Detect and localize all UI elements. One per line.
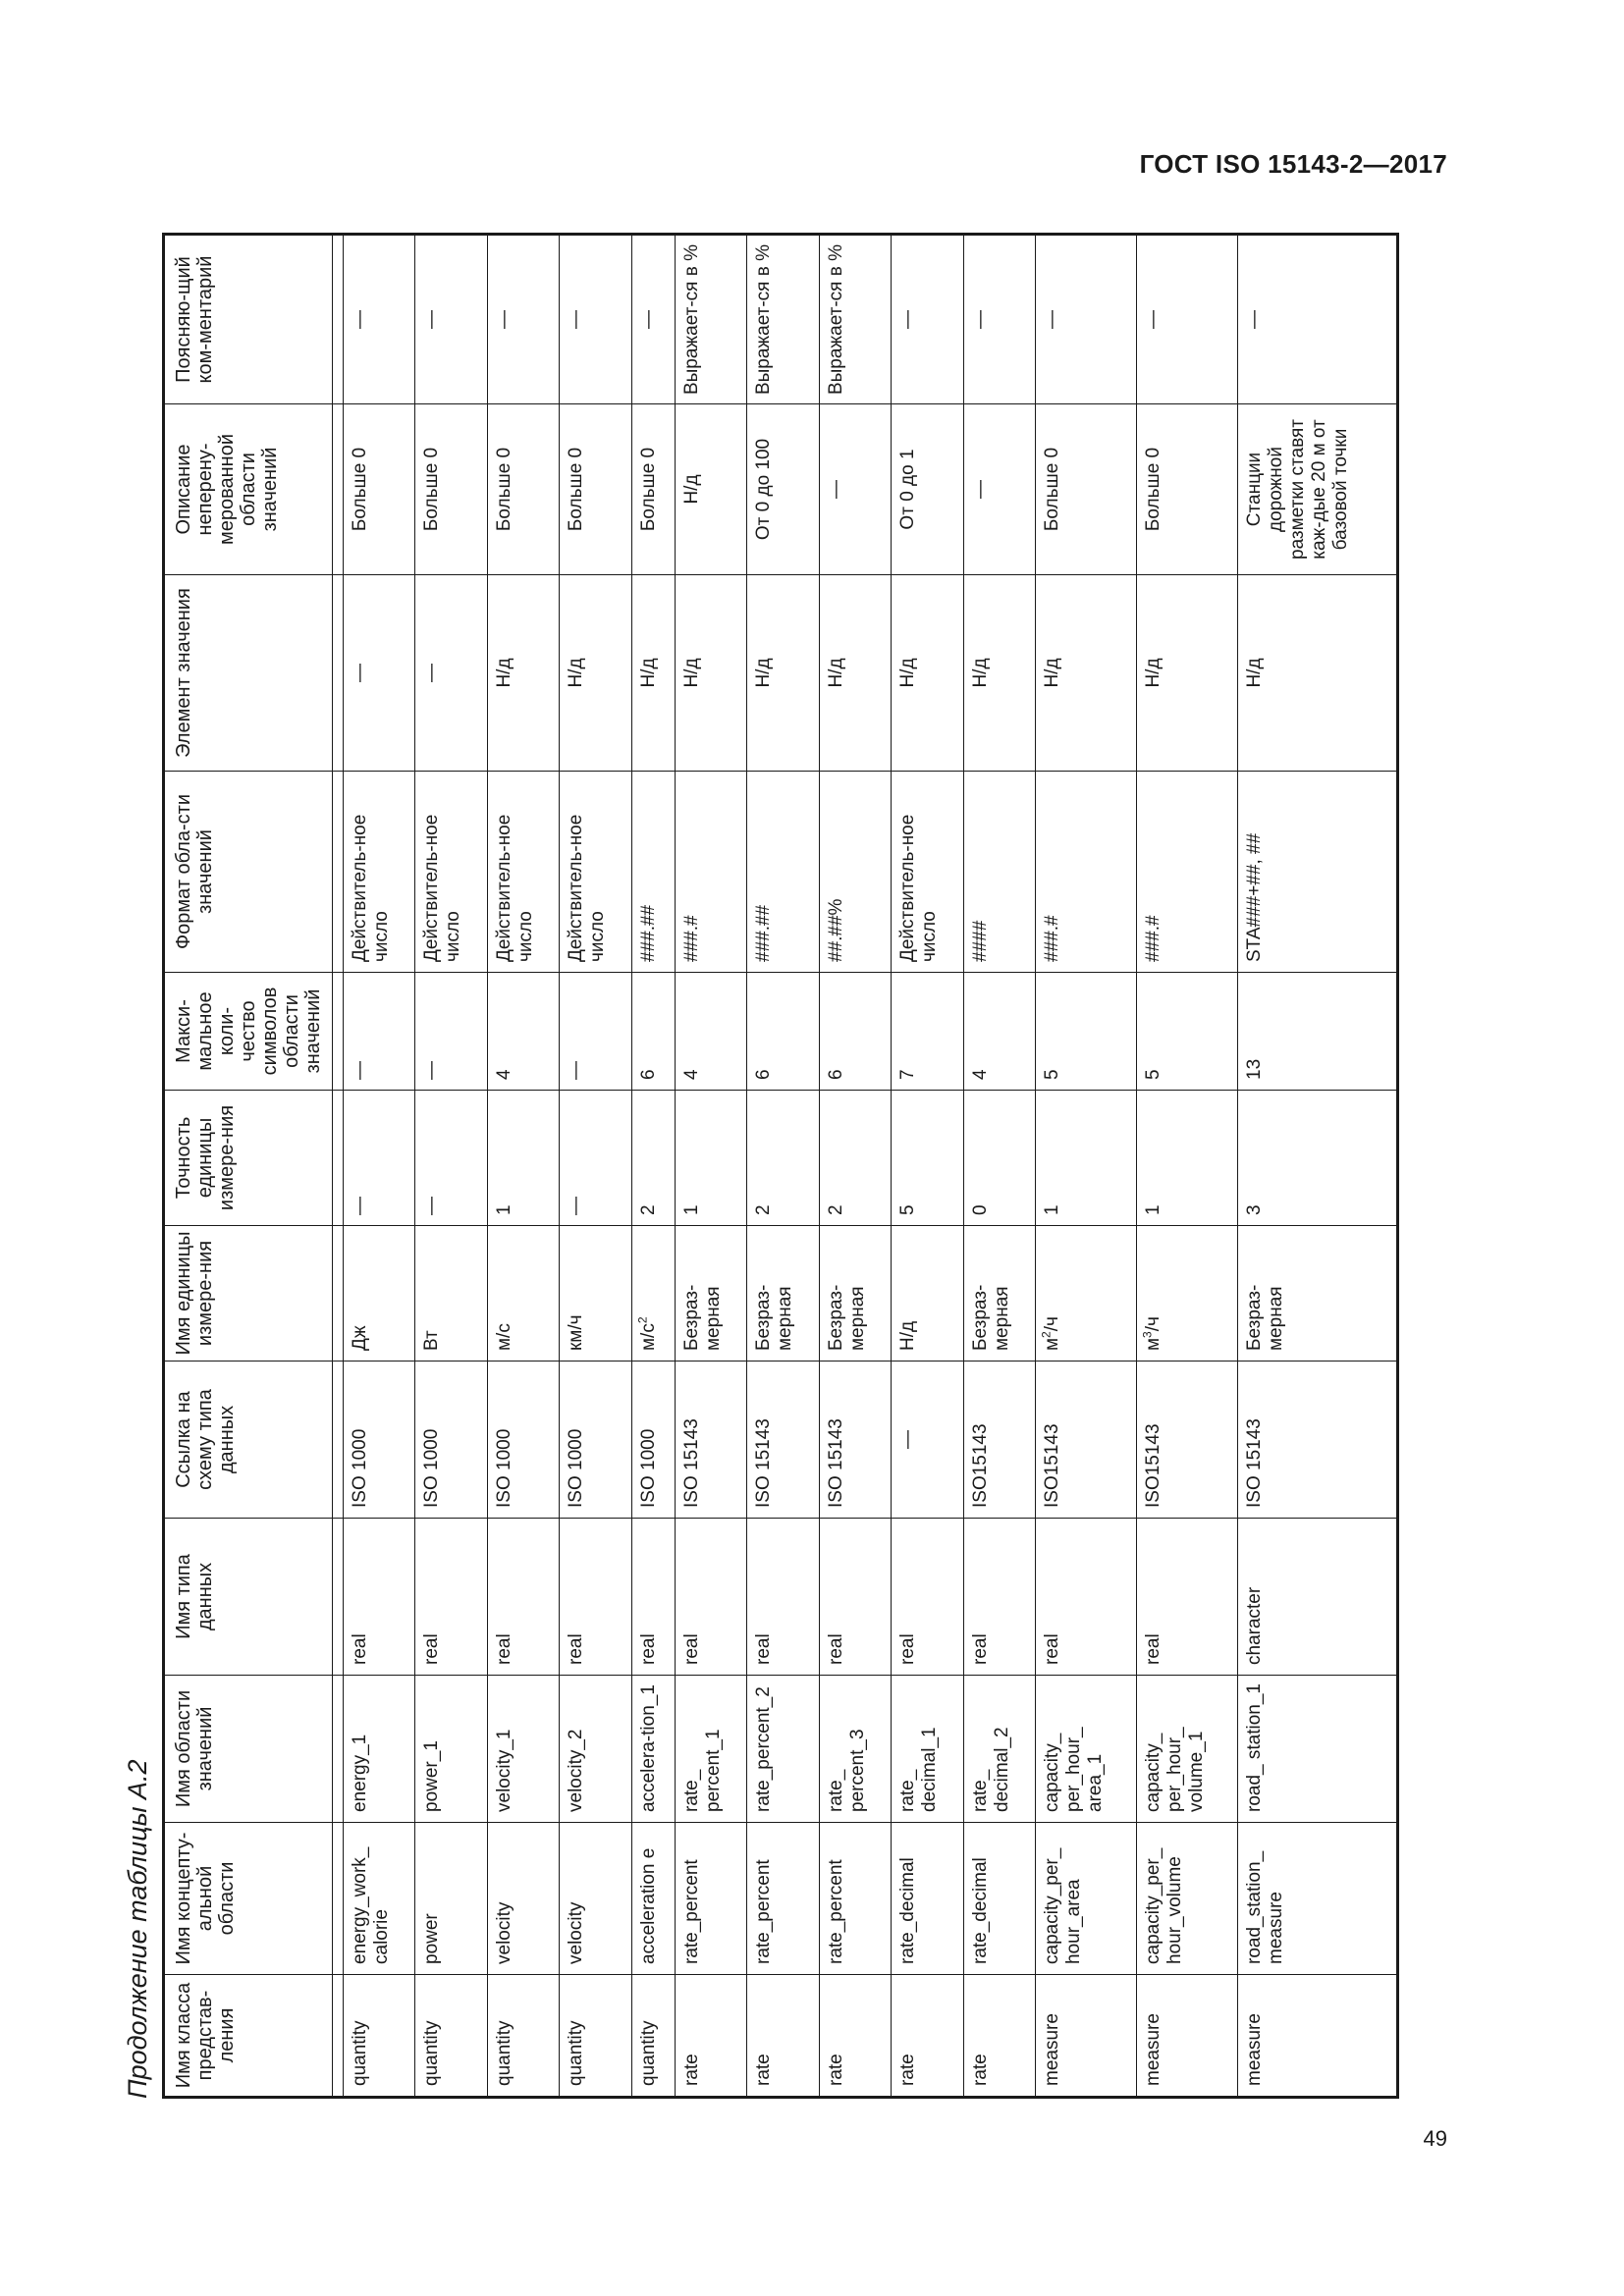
table-cell-dtype: real bbox=[819, 1519, 891, 1676]
table-cell-comment: — bbox=[560, 235, 631, 404]
separator-cell bbox=[333, 404, 344, 575]
header-separator-row bbox=[333, 235, 344, 2098]
table-cell-unit bbox=[675, 1226, 746, 1362]
table-cell-cls: measure bbox=[1137, 1975, 1238, 2098]
table-cell-concept: power bbox=[415, 1823, 487, 1975]
table-cell-dtype: real bbox=[344, 1519, 415, 1676]
table-cell-concept: capacity_per_ hour_area bbox=[1036, 1823, 1137, 1975]
table-cell-concept: rate_decimal bbox=[963, 1823, 1035, 1975]
table-cell-comment: — bbox=[344, 235, 415, 404]
column-header: Имя класса представ-ления bbox=[164, 1975, 333, 2098]
table-cell-precision: 2 bbox=[747, 1091, 819, 1226]
table-cell-element: Н/д bbox=[1036, 575, 1137, 772]
table-cell-unit bbox=[631, 1226, 675, 1362]
table-cell-ref: ISO 15143 bbox=[675, 1362, 746, 1519]
table-cell-format: ##.##% bbox=[819, 772, 891, 973]
unit-text: м/с bbox=[493, 1323, 514, 1351]
table-cell-format: ###.# bbox=[1036, 772, 1137, 973]
table-cell-element: Н/д bbox=[675, 575, 746, 772]
table-cell-precision: 2 bbox=[631, 1091, 675, 1226]
unit-tail: /ч bbox=[1042, 1316, 1063, 1332]
unit-text: Безраз-мерная bbox=[1243, 1284, 1286, 1351]
table-cell-unit bbox=[892, 1226, 963, 1362]
table-cell-ref: ISO15143 bbox=[1036, 1362, 1137, 1519]
unit-text: м bbox=[1042, 1337, 1063, 1351]
table-cell-ref: ISO 1000 bbox=[344, 1362, 415, 1519]
page-number: 49 bbox=[1423, 2126, 1447, 2151]
standard-code: ГОСТ ISO 15143-2—2017 bbox=[1139, 149, 1447, 179]
table-cell-cls: measure bbox=[1036, 1975, 1137, 2098]
column-header: Описание неперену-мерованной области значений bbox=[164, 404, 333, 575]
table-cell-domain: energy_1 bbox=[344, 1676, 415, 1823]
column-header: Точность единицы измере-ния bbox=[164, 1091, 333, 1226]
table-cell-dtype: real bbox=[1036, 1519, 1137, 1676]
table-cell-comment: Выражает-ся в % bbox=[747, 235, 819, 404]
table-cell-comment: — bbox=[631, 235, 675, 404]
table-cell-cls: quantity bbox=[487, 1975, 559, 2098]
table-cell-maxchars: — bbox=[415, 973, 487, 1091]
table-cell-dtype: real bbox=[631, 1519, 675, 1676]
table-cell-maxchars: 4 bbox=[675, 973, 746, 1091]
unit-tail: /ч bbox=[1143, 1316, 1164, 1332]
table-cell-precision: — bbox=[415, 1091, 487, 1226]
table-cell-precision: 5 bbox=[892, 1091, 963, 1226]
table-cell-domain: rate_ decimal_1 bbox=[892, 1676, 963, 1823]
table-cell-ref: ISO 1000 bbox=[631, 1362, 675, 1519]
table-row bbox=[1036, 235, 1137, 2098]
table-cell-ref: ISO 1000 bbox=[415, 1362, 487, 1519]
unit-text: Безраз-мерная bbox=[680, 1284, 724, 1351]
column-header: Ссылка на схему типа данных bbox=[164, 1362, 333, 1519]
table-cell-unit bbox=[560, 1226, 631, 1362]
column-header: Макси-мальное коли-чество символов области значений bbox=[164, 973, 333, 1091]
table-cell-desc: Больше 0 bbox=[487, 404, 559, 575]
table-cell-cls: quantity bbox=[631, 1975, 675, 2098]
table-cell-comment: — bbox=[487, 235, 559, 404]
unit-text: м bbox=[1143, 1337, 1164, 1351]
table-cell-precision: 1 bbox=[1137, 1091, 1238, 1226]
table-cell-desc: Больше 0 bbox=[415, 404, 487, 575]
table-cell-desc: Н/д bbox=[675, 404, 746, 575]
table-cell-format: Действитель-ное число bbox=[487, 772, 559, 973]
table-cell-desc: Больше 0 bbox=[560, 404, 631, 575]
table-cell-ref: ISO 1000 bbox=[487, 1362, 559, 1519]
unit-text: км/ч bbox=[566, 1314, 587, 1351]
table-cell-desc: Станции дорожной разметки ставят каж-дые 20 м от базовой точки bbox=[1237, 404, 1397, 575]
table-cell-domain: rate_ percent_1 bbox=[675, 1676, 746, 1823]
table-cell-cls: rate bbox=[819, 1975, 891, 2098]
table-cell-element: Н/д bbox=[819, 575, 891, 772]
table-cell-cls: rate bbox=[892, 1975, 963, 2098]
table-cell-comment: — bbox=[1137, 235, 1238, 404]
separator-cell bbox=[333, 1823, 344, 1975]
table-cell-ref: ISO 15143 bbox=[819, 1362, 891, 1519]
table-cell-desc: Больше 0 bbox=[1036, 404, 1137, 575]
table-cell-domain: rate_ decimal_2 bbox=[963, 1676, 1035, 1823]
separator-cell bbox=[333, 575, 344, 772]
table-row bbox=[747, 235, 819, 2098]
table-cell-domain: power_1 bbox=[415, 1676, 487, 1823]
unit-superscript: 2 bbox=[1039, 1331, 1054, 1338]
table-row bbox=[560, 235, 631, 2098]
table-cell-comment: — bbox=[892, 235, 963, 404]
table-cell-element: Н/д bbox=[487, 575, 559, 772]
unit-text: Безраз-мерная bbox=[969, 1284, 1012, 1351]
table-cell-domain: velocity_1 bbox=[487, 1676, 559, 1823]
table-cell-dtype: real bbox=[1137, 1519, 1238, 1676]
table-cell-maxchars: 13 bbox=[1237, 973, 1397, 1091]
table-cell-element: Н/д bbox=[892, 575, 963, 772]
table-cell-dtype: real bbox=[747, 1519, 819, 1676]
table-cell-maxchars: 6 bbox=[631, 973, 675, 1091]
table-cell-format: Действитель-ное число bbox=[892, 772, 963, 973]
table-cell-cls: quantity bbox=[344, 1975, 415, 2098]
table-cell-concept: rate_percent bbox=[747, 1823, 819, 1975]
table-cell-dtype: real bbox=[963, 1519, 1035, 1676]
unit-text: м/с bbox=[637, 1323, 659, 1351]
table-caption: Продолжение таблицы А.2 bbox=[123, 1759, 152, 2099]
column-header: Имя типа данных bbox=[164, 1519, 333, 1676]
table-cell-unit bbox=[1036, 1226, 1137, 1362]
table-row bbox=[963, 235, 1035, 2098]
separator-cell bbox=[333, 1676, 344, 1823]
table-cell-concept: energy_work_ calorie bbox=[344, 1823, 415, 1975]
table-cell-format: ###.## bbox=[747, 772, 819, 973]
table-cell-dtype: real bbox=[892, 1519, 963, 1676]
table-cell-cls: rate bbox=[747, 1975, 819, 2098]
table-cell-ref: — bbox=[892, 1362, 963, 1519]
table-cell-ref: ISO 1000 bbox=[560, 1362, 631, 1519]
table-cell-domain: capacity_ per_hour_ area_1 bbox=[1036, 1676, 1137, 1823]
table-cell-maxchars: 4 bbox=[963, 973, 1035, 1091]
table-cell-element: Н/д bbox=[1137, 575, 1238, 772]
table-cell-concept: velocity bbox=[560, 1823, 631, 1975]
separator-cell bbox=[333, 1362, 344, 1519]
table-cell-maxchars: 5 bbox=[1036, 973, 1137, 1091]
table-cell-element: Н/д bbox=[747, 575, 819, 772]
table-cell-precision: — bbox=[344, 1091, 415, 1226]
table-cell-precision: 3 bbox=[1237, 1091, 1397, 1226]
table-cell-domain: velocity_2 bbox=[560, 1676, 631, 1823]
table-cell-comment: — bbox=[415, 235, 487, 404]
column-header: Поясняю-щий ком-ментарий bbox=[164, 235, 333, 404]
table-cell-format: ###.# bbox=[675, 772, 746, 973]
table-cell-format: Действитель-ное число bbox=[560, 772, 631, 973]
table-cell-comment: Выражает-ся в % bbox=[675, 235, 746, 404]
table-cell-dtype: real bbox=[675, 1519, 746, 1676]
table-cell-concept: acceleration e bbox=[631, 1823, 675, 1975]
table-cell-cls: quantity bbox=[415, 1975, 487, 2098]
table-cell-domain: accelera-tion_1 bbox=[631, 1676, 675, 1823]
table-cell-desc: Больше 0 bbox=[631, 404, 675, 575]
table-cell-format: ###.# bbox=[1137, 772, 1238, 973]
table-cell-comment: Выражает-ся в % bbox=[819, 235, 891, 404]
unit-superscript: 2 bbox=[635, 1316, 650, 1324]
table-cell-unit bbox=[1137, 1226, 1238, 1362]
table-cell-maxchars: 5 bbox=[1137, 973, 1238, 1091]
table-cell-ref: ISO15143 bbox=[963, 1362, 1035, 1519]
separator-cell bbox=[333, 1519, 344, 1676]
column-header: Элемент значения bbox=[164, 575, 333, 772]
table-cell-format: STA###+##, ## bbox=[1237, 772, 1397, 973]
table-cell-element: — bbox=[344, 575, 415, 772]
table-cell-dtype: real bbox=[487, 1519, 559, 1676]
unit-text: Безраз-мерная bbox=[825, 1284, 868, 1351]
table-cell-precision: 2 bbox=[819, 1091, 891, 1226]
table-row bbox=[344, 235, 415, 2098]
table-cell-dtype: real bbox=[415, 1519, 487, 1676]
table-cell-precision: 0 bbox=[963, 1091, 1035, 1226]
table-cell-ref: ISO 15143 bbox=[1237, 1362, 1397, 1519]
separator-cell bbox=[333, 235, 344, 404]
table-cell-element: Н/д bbox=[631, 575, 675, 772]
table-cell-concept: rate_percent bbox=[675, 1823, 746, 1975]
table-cell-concept: rate_decimal bbox=[892, 1823, 963, 1975]
table-cell-maxchars: — bbox=[560, 973, 631, 1091]
table-cell-domain: rate_percent_2 bbox=[747, 1676, 819, 1823]
table-cell-concept: road_station_ measure bbox=[1237, 1823, 1397, 1975]
table-row bbox=[487, 235, 559, 2098]
table-cell-precision: 1 bbox=[675, 1091, 746, 1226]
table-cell-domain: capacity_ per_hour_ volume_1 bbox=[1137, 1676, 1238, 1823]
table-cell-format: Действитель-ное число bbox=[344, 772, 415, 973]
table-cell-unit bbox=[747, 1226, 819, 1362]
table-row bbox=[892, 235, 963, 2098]
table-cell-desc: От 0 до 1 bbox=[892, 404, 963, 575]
table-cell-concept: velocity bbox=[487, 1823, 559, 1975]
table-cell-precision: 1 bbox=[487, 1091, 559, 1226]
table-cell-format: ###.## bbox=[631, 772, 675, 973]
table-cell-desc: Больше 0 bbox=[344, 404, 415, 575]
column-header: Формат обла-сти значений bbox=[164, 772, 333, 973]
table-cell-dtype: character bbox=[1237, 1519, 1397, 1676]
table-cell-comment: — bbox=[1237, 235, 1397, 404]
table-cell-precision: — bbox=[560, 1091, 631, 1226]
column-header: Имя области значений bbox=[164, 1676, 333, 1823]
unit-superscript: 3 bbox=[1140, 1331, 1155, 1338]
table-header-row bbox=[164, 235, 333, 2098]
table-cell-unit bbox=[415, 1226, 487, 1362]
unit-text: Дж bbox=[350, 1325, 370, 1351]
table-cell-cls: measure bbox=[1237, 1975, 1397, 2098]
table-cell-maxchars: 4 bbox=[487, 973, 559, 1091]
table-cell-comment: — bbox=[963, 235, 1035, 404]
table-cell-element: — bbox=[415, 575, 487, 772]
table-cell-ref: ISO 15143 bbox=[747, 1362, 819, 1519]
table-cell-format: #### bbox=[963, 772, 1035, 973]
rotated-content bbox=[113, 236, 1399, 2099]
table-cell-desc: — bbox=[819, 404, 891, 575]
table-cell-format: Действитель-ное число bbox=[415, 772, 487, 973]
table-cell-concept: rate_percent bbox=[819, 1823, 891, 1975]
table-cell-unit bbox=[963, 1226, 1035, 1362]
table-cell-desc: Больше 0 bbox=[1137, 404, 1238, 575]
table-cell-domain: road_ station_1 bbox=[1237, 1676, 1397, 1823]
table-row bbox=[631, 235, 675, 2098]
table-body bbox=[333, 235, 1398, 2098]
separator-cell bbox=[333, 1975, 344, 2098]
table-cell-cls: rate bbox=[963, 1975, 1035, 2098]
separator-cell bbox=[333, 1226, 344, 1362]
table-cell-cls: rate bbox=[675, 1975, 746, 2098]
table-cell-unit bbox=[1237, 1226, 1397, 1362]
table-cell-element: Н/д bbox=[963, 575, 1035, 772]
table-cell-maxchars: — bbox=[344, 973, 415, 1091]
table-cell-element: Н/д bbox=[1237, 575, 1397, 772]
separator-cell bbox=[333, 973, 344, 1091]
column-header: Имя концепту-альной области bbox=[164, 1823, 333, 1975]
table-cell-desc: — bbox=[963, 404, 1035, 575]
table-cell-concept: capacity_per_ hour_volume bbox=[1137, 1823, 1238, 1975]
table-cell-maxchars: 6 bbox=[747, 973, 819, 1091]
table-cell-precision: 1 bbox=[1036, 1091, 1137, 1226]
table-row bbox=[819, 235, 891, 2098]
table-row bbox=[1137, 235, 1238, 2098]
separator-cell bbox=[333, 1091, 344, 1226]
column-header: Имя единицы измере-ния bbox=[164, 1226, 333, 1362]
table-row bbox=[1237, 235, 1397, 2098]
table-cell-unit bbox=[819, 1226, 891, 1362]
table-cell-ref: ISO15143 bbox=[1137, 1362, 1238, 1519]
table-cell-unit bbox=[487, 1226, 559, 1362]
unit-text: Безраз-мерная bbox=[753, 1284, 796, 1351]
unit-text: Н/д bbox=[897, 1320, 919, 1351]
table-cell-comment: — bbox=[1036, 235, 1137, 404]
table-cell-cls: quantity bbox=[560, 1975, 631, 2098]
separator-cell bbox=[333, 772, 344, 973]
unit-text: Вт bbox=[421, 1330, 443, 1351]
table-cell-maxchars: 7 bbox=[892, 973, 963, 1091]
table-row bbox=[415, 235, 487, 2098]
rotated-table-region bbox=[113, 236, 1399, 2099]
table-cell-dtype: real bbox=[560, 1519, 631, 1676]
table-cell-maxchars: 6 bbox=[819, 973, 891, 1091]
table-cell-domain: rate_ percent_3 bbox=[819, 1676, 891, 1823]
table-cell-unit bbox=[344, 1226, 415, 1362]
table-row bbox=[675, 235, 746, 2098]
table-cell-desc: От 0 до 100 bbox=[747, 404, 819, 575]
spec-table bbox=[162, 233, 1399, 2099]
table-cell-element: Н/д bbox=[560, 575, 631, 772]
